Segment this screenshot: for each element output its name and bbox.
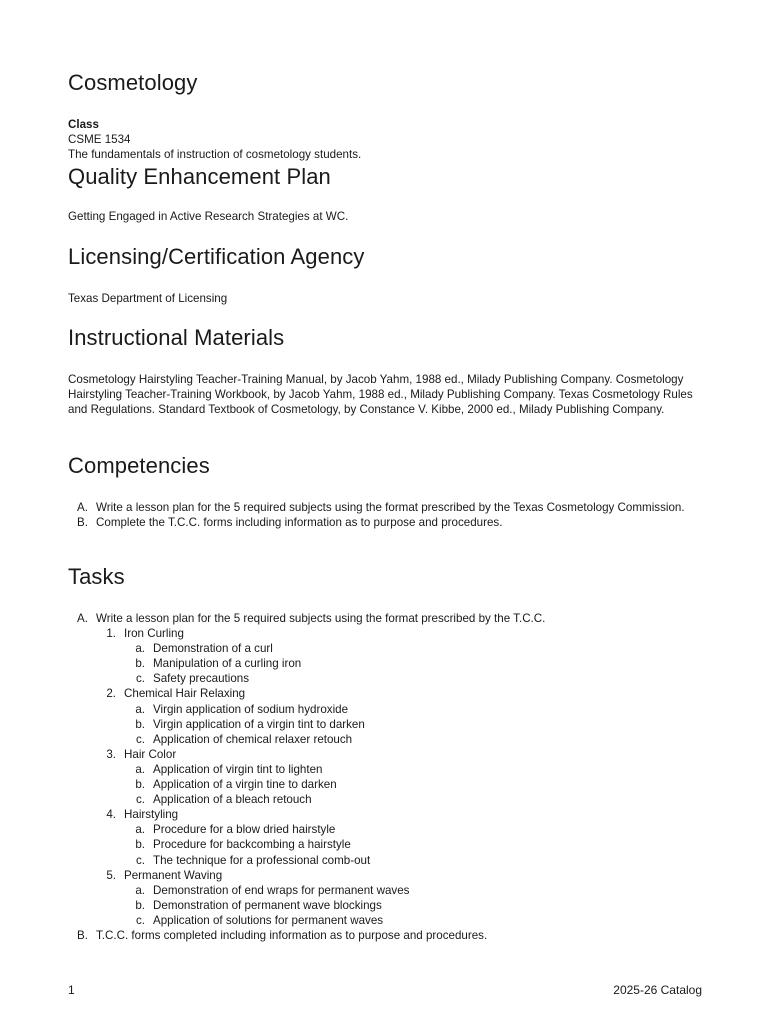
- task-item: [68, 671, 688, 686]
- list-marker: a.: [135, 823, 145, 837]
- task-item: [68, 807, 688, 822]
- list-item-text: Iron Curling: [124, 627, 184, 641]
- task-item: [68, 913, 688, 928]
- list-marker: B.: [77, 928, 88, 942]
- list-marker: A.: [77, 501, 88, 514]
- list-marker: c.: [135, 672, 145, 686]
- class-section: [68, 117, 361, 162]
- tasks-list: [68, 611, 688, 943]
- list-marker: c.: [135, 853, 145, 867]
- competency-item: [68, 500, 688, 515]
- list-item-text: Virgin application of a virgin tint to darken: [153, 717, 365, 731]
- list-item-text: Safety precautions: [153, 672, 250, 686]
- page-title: Cosmetology: [68, 70, 198, 95]
- task-item: [68, 868, 688, 883]
- list-marker: A.: [77, 612, 88, 625]
- course-code: CSME 1534: [68, 133, 131, 147]
- list-marker: a.: [135, 883, 145, 897]
- list-item-text: Manipulation of a curling iron: [153, 657, 302, 671]
- task-item: [68, 853, 688, 868]
- list-marker: a.: [135, 762, 145, 776]
- list-item-text: Application of virgin tint to lighten: [153, 762, 323, 776]
- list-item-text: T.C.C. forms completed including information as to purpose and procedures.: [96, 928, 488, 942]
- task-item: [68, 898, 688, 913]
- list-marker: 3.: [106, 747, 116, 761]
- list-item-text: Hairstyling: [124, 808, 179, 822]
- list-marker: b.: [135, 778, 145, 792]
- class-label: Class: [68, 118, 99, 131]
- list-marker: c.: [135, 793, 145, 807]
- competencies-heading: Competencies: [68, 453, 210, 478]
- list-item-text: Chemical Hair Relaxing: [124, 687, 246, 701]
- licensing-heading: Licensing/Certification Agency: [68, 244, 365, 269]
- list-marker: c.: [135, 732, 145, 746]
- list-marker: a.: [135, 642, 145, 656]
- materials-heading: Instructional Materials: [68, 325, 285, 350]
- list-item-text: Demonstration of permanent wave blockings: [153, 898, 382, 912]
- list-item-text: Procedure for backcombing a hairstyle: [153, 838, 351, 852]
- list-item-text: Application of a virgin tine to darken: [153, 778, 337, 792]
- tasks-heading: Tasks: [68, 564, 125, 589]
- task-item: [68, 837, 688, 852]
- task-item: [68, 792, 688, 807]
- page-number: 1: [68, 983, 75, 997]
- task-item: [68, 883, 688, 898]
- list-marker: a.: [135, 702, 145, 716]
- list-marker: B.: [77, 516, 88, 530]
- list-marker: b.: [135, 898, 145, 912]
- list-marker: 1.: [106, 627, 116, 641]
- task-item: [68, 686, 688, 701]
- list-marker: b.: [135, 838, 145, 852]
- list-marker: 4.: [106, 808, 116, 822]
- qep-heading: Quality Enhancement Plan: [68, 164, 331, 189]
- competency-item: [68, 515, 688, 530]
- list-item-text: Complete the T.C.C. forms including information as to purpose and procedures.: [96, 516, 503, 530]
- list-item-text: The technique for a professional comb-out: [153, 853, 371, 867]
- task-item: [68, 702, 688, 717]
- task-item: [68, 626, 688, 641]
- list-item-text: Demonstration of end wraps for permanent waves: [153, 883, 410, 897]
- list-item-text: Virgin application of sodium hydroxide: [153, 702, 349, 716]
- list-item-text: Write a lesson plan for the 5 required subjects using the format prescribed by the T.C.C.: [96, 612, 546, 625]
- task-item: [68, 641, 688, 656]
- list-marker: b.: [135, 657, 145, 671]
- list-marker: c.: [135, 913, 145, 927]
- task-item: [68, 611, 688, 626]
- list-item-text: Application of a bleach retouch: [153, 793, 312, 807]
- list-item-text: Procedure for a blow dried hairstyle: [153, 823, 336, 837]
- task-item: [68, 747, 688, 762]
- licensing-text: Texas Department of Licensing: [68, 292, 228, 305]
- list-item-text: Application of solutions for permanent waves: [153, 913, 384, 927]
- qep-text: Getting Engaged in Active Research Strategies at WC.: [68, 210, 349, 223]
- competencies-list: [68, 500, 688, 530]
- materials-text: Cosmetology Hairstyling Teacher-Training Manual, by Jacob Yahm, 1988 ed., Milady Publishing Company. Cosmetology Hairstyling Teacher-Training Workbook, by Jacob Yahm, 1988 ed., Milady Publishing Company. Texas Cosmetology Rules and Regulations. Standard Textbook of Cosmetology, by Constance V. Kibbe, 2000 ed., Milady Publishing Company.: [68, 373, 693, 417]
- task-item: [68, 732, 688, 747]
- catalog-label: 2025-26 Catalog: [613, 983, 702, 997]
- task-item: [68, 717, 688, 732]
- list-item-text: Hair Color: [124, 747, 177, 761]
- list-item-text: Demonstration of a curl: [153, 642, 273, 656]
- task-item: [68, 762, 688, 777]
- list-item-text: Permanent Waving: [124, 868, 223, 882]
- list-marker: b.: [135, 717, 145, 731]
- list-marker: 2.: [106, 687, 116, 701]
- task-item: [68, 822, 688, 837]
- list-item-text: Application of chemical relaxer retouch: [153, 732, 353, 746]
- list-item-text: Write a lesson plan for the 5 required subjects using the format prescribed by the Texas Cosmetology Commission.: [96, 501, 685, 514]
- task-item: [68, 656, 688, 671]
- list-marker: 5.: [106, 868, 116, 882]
- task-item: [68, 777, 688, 792]
- course-description: The fundamentals of instruction of cosmetology students.: [68, 148, 362, 162]
- task-item: [68, 928, 688, 943]
